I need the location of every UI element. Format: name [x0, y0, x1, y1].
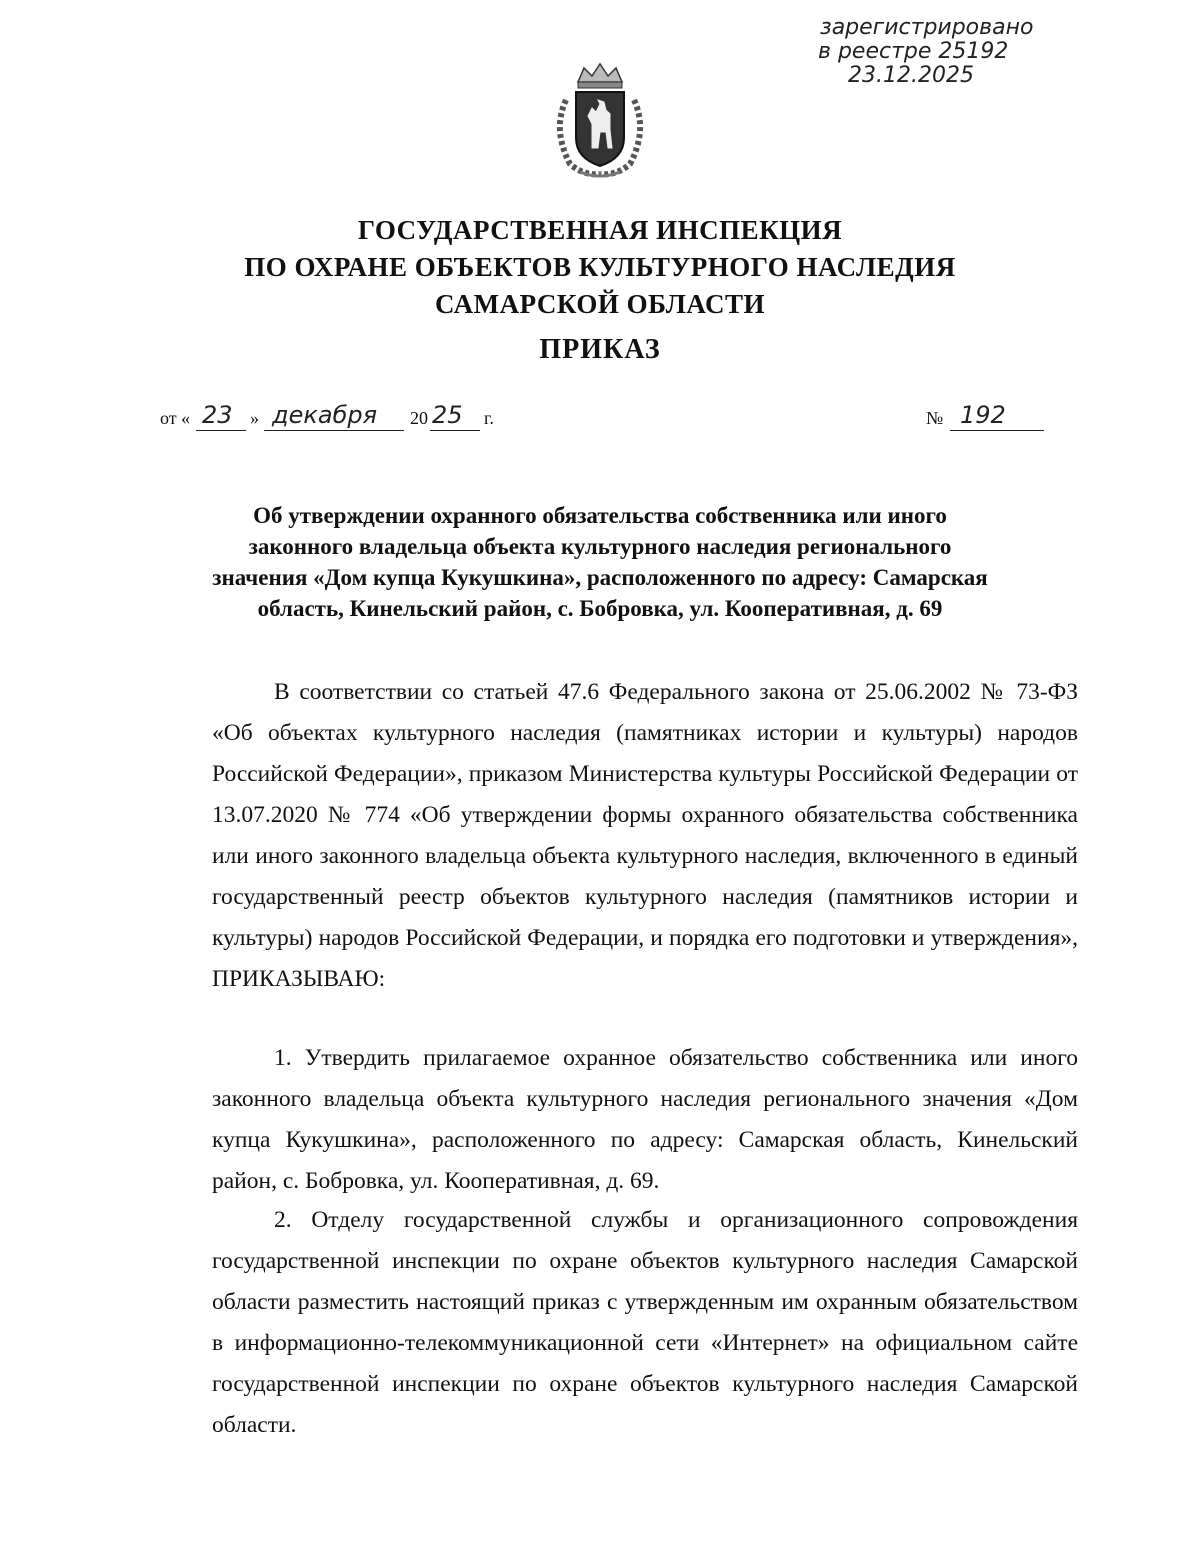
date-mid: »: [250, 408, 259, 428]
order-item-1: [212, 1038, 1078, 1202]
preamble-paragraph: [212, 672, 1078, 1000]
registration-line-1: зарегистрировано: [820, 15, 1034, 40]
date-number-row: [160, 395, 1050, 439]
year-underline: [430, 430, 480, 431]
header-line-3: САМАРСКОЙ ОБЛАСТИ: [434, 289, 766, 319]
registration-handwritten-note: [800, 8, 1060, 88]
order-item-2-text: 2. Отделу государственной службы и организационного сопровождения государственной инспекции по охране объектов культурного наследия Самарской области разместить настоящий приказ с утвержденным им охранным обязательством в информационно-телекоммуникационной сети «Интернет» на официальном сайте государственной инспекции по охране объектов культурного наследия Самарской области.: [212, 1207, 1078, 1438]
date-prefix: от «: [160, 408, 191, 428]
registration-line-2: в реестре 25192: [818, 39, 1009, 64]
number-underline: [950, 430, 1044, 431]
document-type-title: ПРИКАЗ: [539, 334, 661, 365]
samara-coat-of-arms-icon: [540, 60, 660, 180]
order-item-2: [212, 1200, 1078, 1446]
order-number: 192: [960, 401, 1006, 429]
registration-line-3: 23.12.2025: [848, 63, 974, 88]
subject-line-3: значения «Дом купца Кукушкина», расположенного по адресу: Самарская: [212, 565, 988, 590]
header-line-2: ПО ОХРАНЕ ОБЪЕКТОВ КУЛЬТУРНОГО НАСЛЕДИЯ: [244, 252, 956, 282]
issuing-authority-header: [0, 212, 1200, 323]
order-item-1-text: 1. Утвердить прилагаемое охранное обязательство собственника или иного законного владельца объекта культурного наследия регионального значения «Дом купца Кукушкина», расположенного по адресу: Самарская область, Кинельский район, с. Бобровка, ул. Кооперативная, д. 69.: [212, 1045, 1078, 1194]
subject-line-4: область, Кинельский район, с. Бобровка, ул. Кооперативная, д. 69: [257, 596, 943, 621]
date-day: 23: [202, 401, 233, 429]
day-underline: [196, 430, 246, 431]
order-subject: [160, 500, 1040, 624]
subject-line-1: Об утверждении охранного обязательства собственника или иного: [253, 503, 947, 528]
number-label: №: [926, 408, 944, 428]
header-line-1: ГОСУДАРСТВЕННАЯ ИНСПЕКЦИЯ: [357, 215, 843, 245]
date-year-suffix: 25: [432, 401, 463, 429]
handwriting-icon: [800, 8, 1060, 88]
date-suffix: г.: [484, 408, 494, 428]
preamble-text: В соответствии со статьей 47.6 Федерального закона от 25.06.2002 № 73-ФЗ «Об объектах культурного наследия (памятниках истории и культуры) народов Российской Федерации», приказом Министерства культуры Российской Федерации от 13.07.2020 № 774 «Об утверждении формы охранного обязательства собственника или иного законного владельца объекта культурного наследия, включенного в единый государственный реестр объектов культурного наследия (памятников истории и культуры) народов Российской Федерации, и порядка его подготовки и утверждения», ПРИКАЗЫВАЮ:: [212, 679, 1078, 992]
date-month: декабря: [272, 401, 378, 429]
date-year-prefix: 20: [410, 408, 428, 428]
subject-line-2: законного владельца объекта культурного наследия регионального: [248, 534, 952, 559]
month-underline: [264, 430, 404, 431]
